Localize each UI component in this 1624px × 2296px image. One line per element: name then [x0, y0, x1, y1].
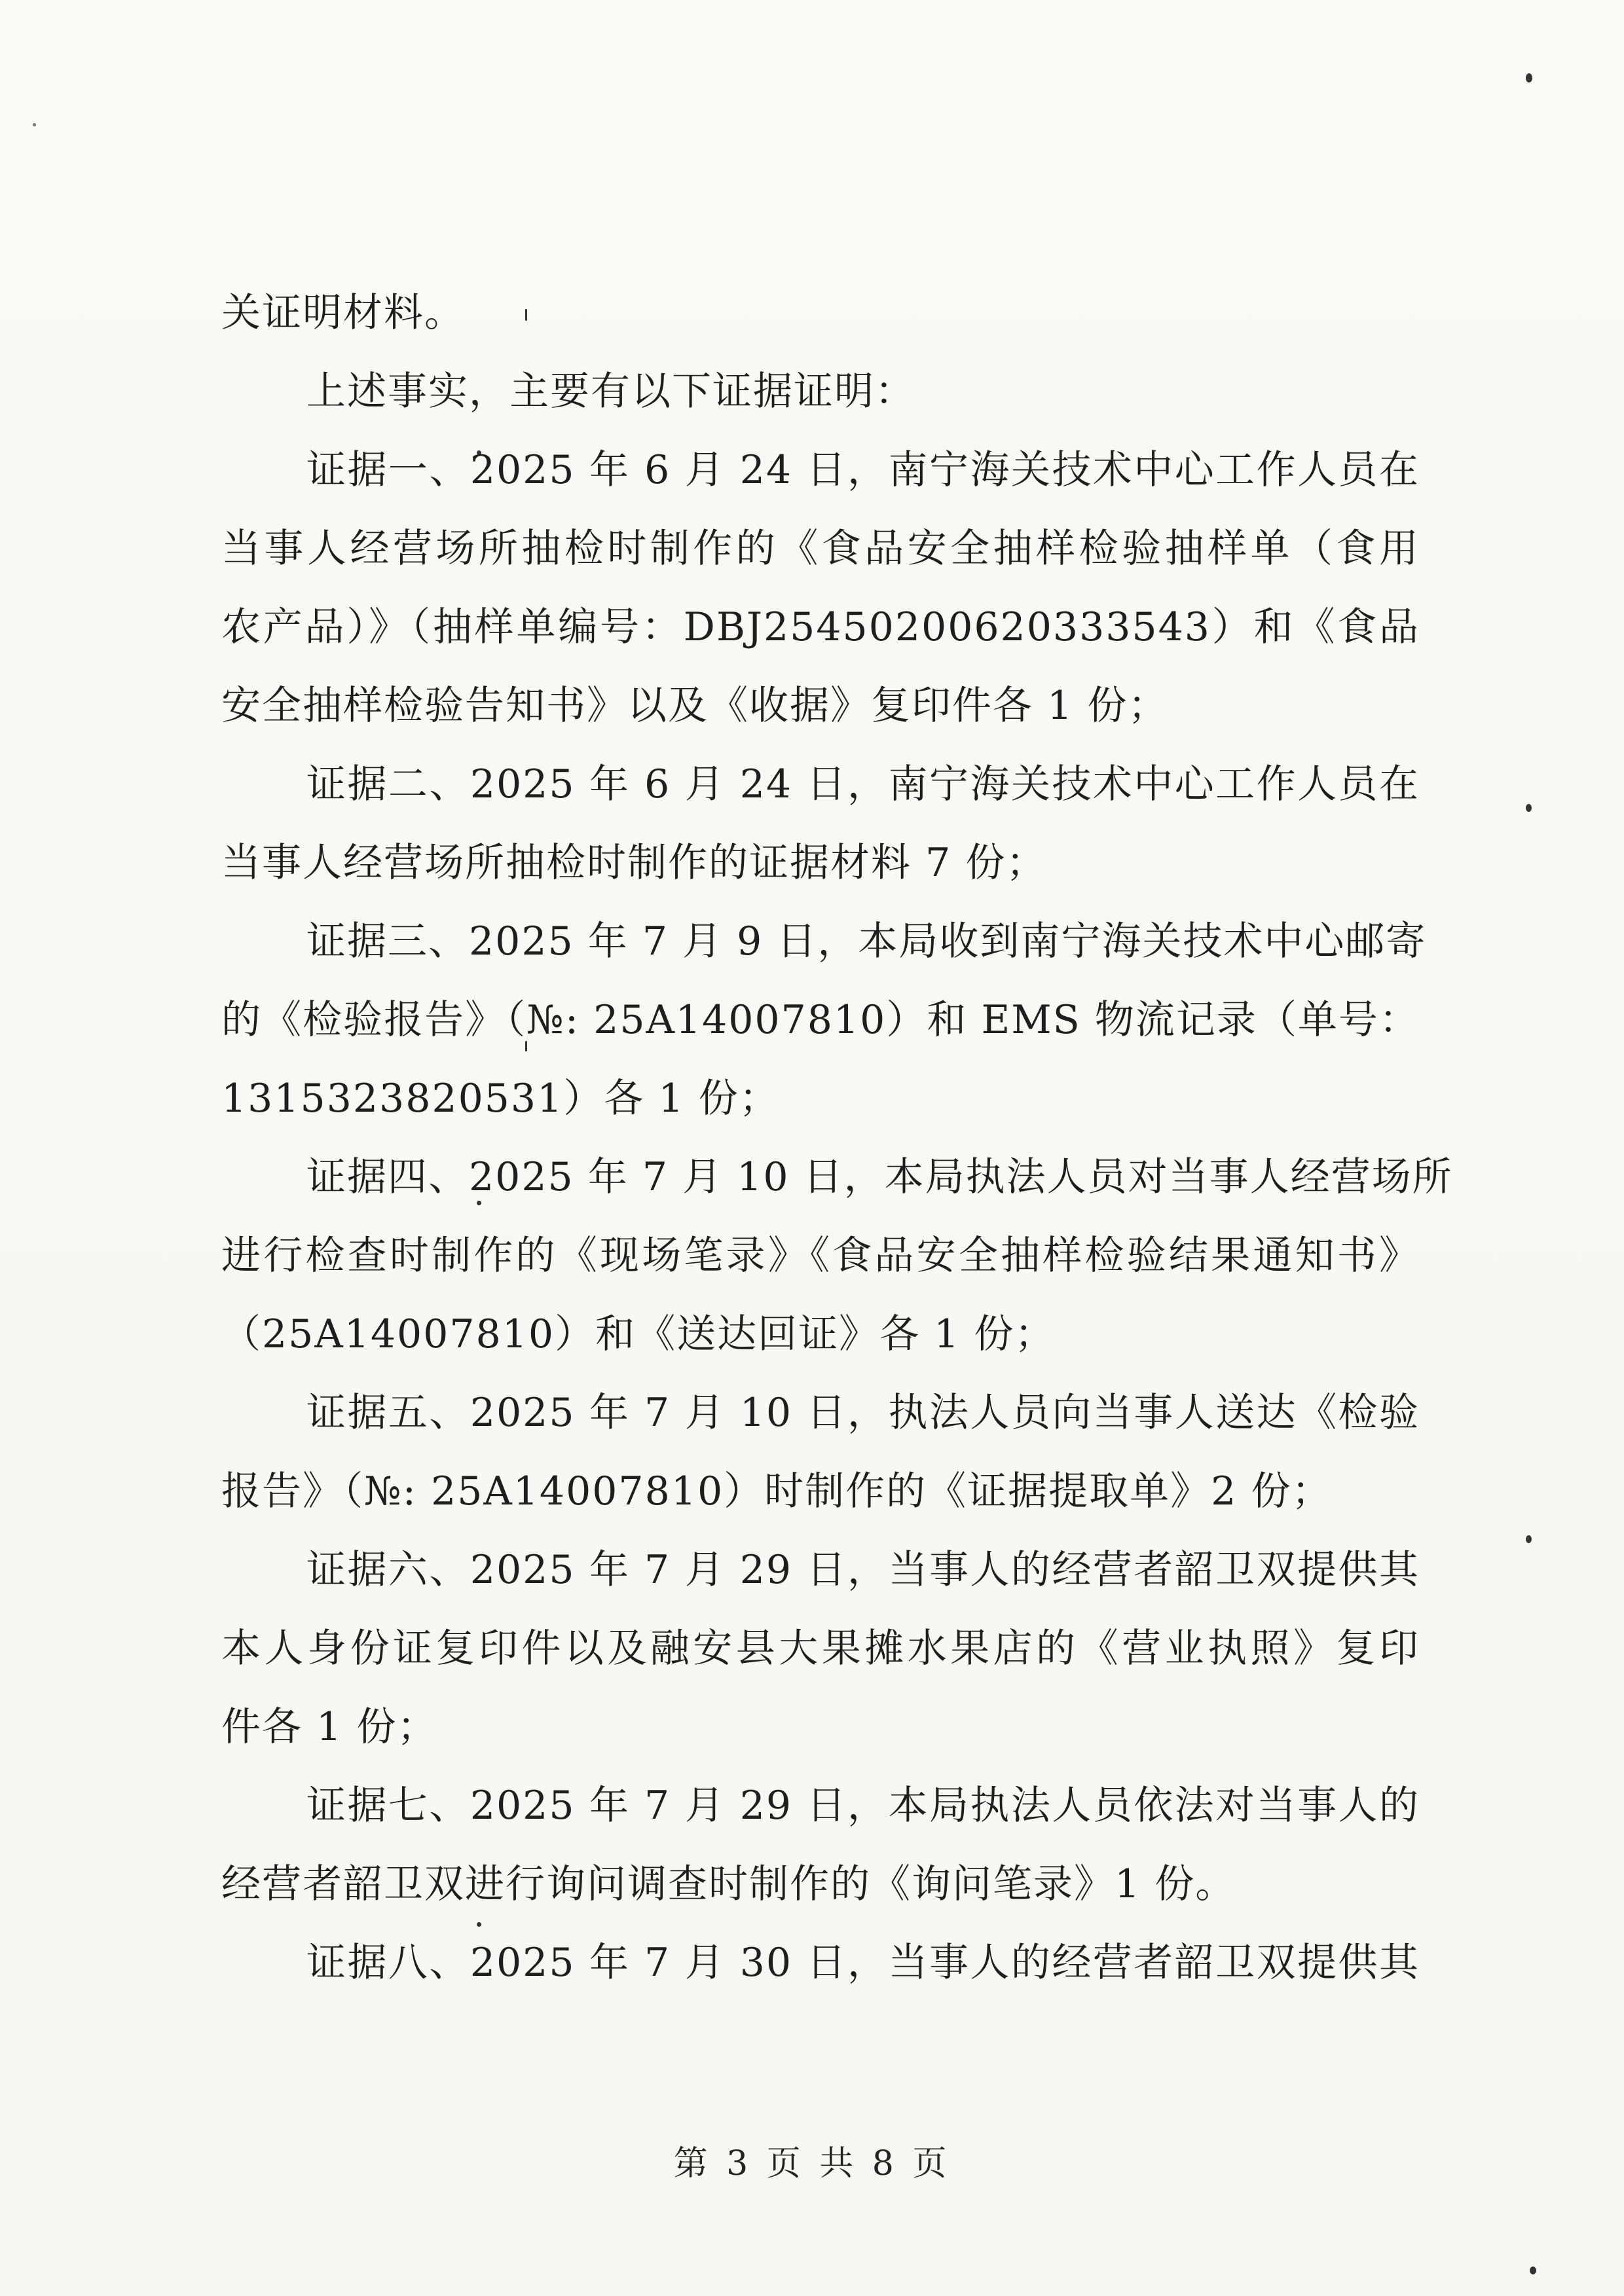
body-line-16: 报告》（№: 25A14007810）时制作的《证据提取单》2 份；	[221, 1468, 1333, 1514]
body-line-18: 本人身份证复印件以及融安县大果摊水果店的《营业执照》复印	[221, 1626, 1420, 1671]
body-line-11: 1315323820531）各 1 份；	[221, 1076, 780, 1121]
body-line-15: 证据五、2025 年 7 月 10 日，执法人员向当事人送达《检验	[306, 1390, 1420, 1436]
body-line-8: 当事人经营场所抽检时制作的证据材料 7 份；	[221, 840, 1047, 886]
body-line-2: 上述事实，主要有以下证据证明：	[306, 369, 915, 414]
body-line-12: 证据四、2025 年 7 月 10 日，本局执法人员对当事人经营场所	[306, 1154, 1453, 1200]
body-line-9: 证据三、2025 年 7 月 9 日，本局收到南宁海关技术中心邮寄	[306, 919, 1427, 964]
body-line-13: 进行检查时制作的《现场笔录》《食品安全抽样检验结果通知书》	[221, 1233, 1420, 1279]
body-line-4: 当事人经营场所抽检时制作的《食品安全抽样检验抽样单（食用	[221, 526, 1420, 572]
body-line-10: 的《检验报告》（№: 25A14007810）和 EMS 物流记录（单号：	[221, 997, 1420, 1043]
body-line-5: 农产品）》（抽样单编号：DBJ25450200620333543）和《食品	[221, 604, 1420, 650]
scan-speck	[1530, 2267, 1536, 2274]
page-number-footer: 第 3 页 共 8 页	[673, 2144, 951, 2183]
scan-speck	[1526, 73, 1532, 82]
body-line-14: （25A14007810）和《送达回证》各 1 份；	[221, 1311, 1056, 1357]
body-line-22: 证据八、2025 年 7 月 30 日，当事人的经营者韶卫双提供其	[306, 1940, 1420, 1986]
body-line-21: 经营者韶卫双进行询问调查时制作的《询问笔录》1 份。	[221, 1861, 1236, 1907]
body-line-3: 证据一、2025 年 6 月 24 日，南宁海关技术中心工作人员在	[306, 447, 1420, 493]
body-line-20: 证据七、2025 年 7 月 29 日，本局执法人员依法对当事人的	[306, 1783, 1420, 1829]
body-line-1: 关证明材料。	[221, 290, 465, 336]
body-line-7: 证据二、2025 年 6 月 24 日，南宁海关技术中心工作人员在	[306, 761, 1420, 807]
body-line-17: 证据六、2025 年 7 月 29 日，当事人的经营者韶卫双提供其	[306, 1547, 1420, 1593]
scan-speck	[33, 123, 36, 126]
scan-speck	[1526, 1535, 1532, 1543]
body-line-6: 安全抽样检验告知书》以及《收据》复印件各 1 份；	[221, 683, 1169, 729]
body-line-19: 件各 1 份；	[221, 1704, 438, 1750]
scan-speck	[1526, 804, 1532, 812]
document-body	[221, 290, 1453, 2022]
